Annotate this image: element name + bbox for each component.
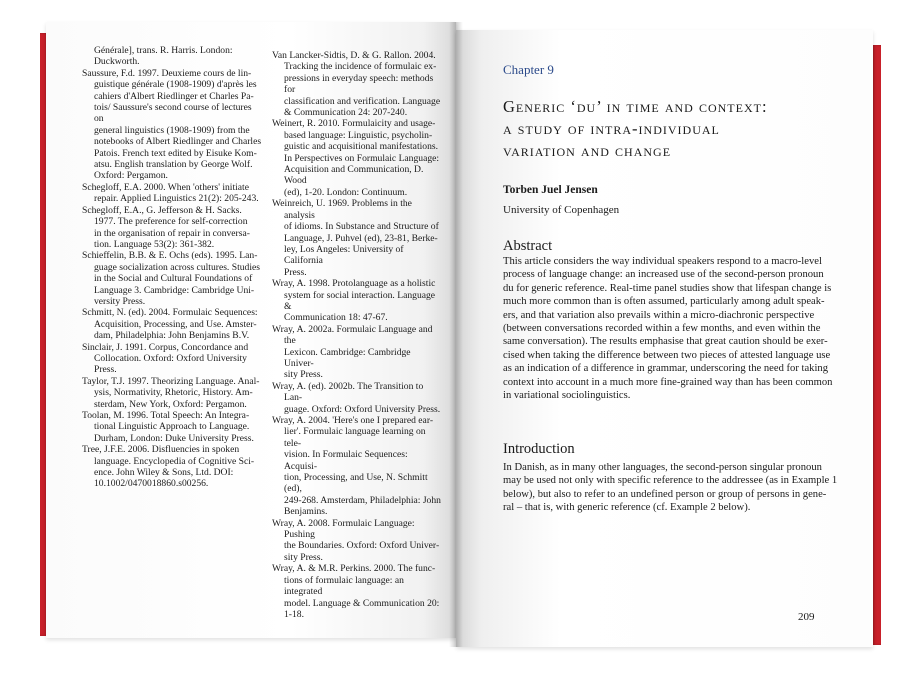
reference-line: Wray, A. (ed). 2002b. The Transition to Lan-: [272, 380, 424, 404]
reference-line: (ed), 1-20. London: Continuum.: [284, 186, 408, 198]
text-line: below), but also to refer to an undefined person or group of persons in gene-: [503, 488, 827, 500]
text-line: context into account in a much more fine-grained way than has been common: [503, 376, 833, 388]
reference-line: Press.: [284, 266, 307, 278]
reference-entry: [82, 410, 262, 444]
reference-line: Wray, A. 1998. Protolanguage as a holistic: [272, 278, 436, 290]
title-line: Generic ‘du’ in time and context:: [503, 97, 768, 116]
reference-line: vision. In Formulaic Sequences: Acquisi-: [284, 449, 408, 472]
reference-line: Wray, A. 2002a. Formulaic Language and the: [272, 323, 433, 347]
reference-line: Sinclair, J. 1991. Corpus, Concordance and: [82, 341, 249, 353]
reference-entry: [82, 307, 262, 341]
reference-line: sity Press.: [284, 369, 323, 381]
abstract-heading: Abstract: [503, 238, 553, 254]
reference-line: guage socialization across cultures. Studies: [94, 261, 260, 273]
reference-entry: [82, 45, 262, 68]
reference-line: Weinert, R. 2010. Formulaicity and usage-: [272, 118, 436, 130]
reference-line: Schmitt, N. (ed). 2004. Formulaic Sequences:: [82, 307, 258, 319]
introduction-heading: Introduction: [503, 441, 575, 457]
reference-line: tion. Language 53(2): 361-382.: [94, 238, 215, 250]
reference-line: pressions in everyday speech: methods for: [284, 72, 434, 96]
reference-entry: [272, 381, 442, 415]
references-column-right: [272, 50, 442, 620]
reference-line: general linguistics (1908-1909) from the: [94, 124, 250, 136]
reference-line: the Boundaries. Oxford: Oxford Univer-: [284, 540, 440, 552]
reference-line: lier'. Formulaic language learning on tele-: [284, 426, 426, 449]
reference-entry: [82, 250, 262, 307]
introduction-text: [503, 461, 838, 515]
text-line: process of language change: an increased use of the second-person pronoun: [503, 269, 824, 281]
reference-line: Wray, A. & M.R. Perkins. 2000. The func-: [272, 563, 436, 575]
right-page-edge: [872, 45, 881, 645]
reference-line: Oxford: Pergamon.: [94, 170, 168, 182]
references-column-left: [82, 45, 262, 490]
reference-line: Patois. French text edited by Eisuke Kom-: [94, 147, 257, 159]
reference-line: 10.1002/0470018860.s00256.: [94, 478, 209, 490]
reference-line: 1-18.: [284, 608, 304, 620]
reference-line: Duckworth.: [94, 56, 140, 68]
reference-line: Toolan, M. 1996. Total Speech: An Integra-: [82, 410, 250, 421]
reference-line: Schieffelin, B.B. & E. Ochs (eds). 1995. Lan-: [82, 250, 258, 262]
reference-line: versity Press.: [94, 295, 146, 307]
reference-entry: [272, 518, 442, 564]
title-line: variation and change: [503, 141, 672, 160]
reference-entry: [272, 563, 442, 620]
reference-line: of idioms. In Substance and Structure of: [284, 221, 439, 233]
reference-entry: [82, 376, 262, 410]
text-line: In Danish, as in many other languages, the second-person singular pronoun: [503, 462, 822, 473]
reference-entry: [82, 205, 262, 251]
reference-entry: [82, 342, 262, 376]
reference-line: guistic and acquisitional manifestations.: [284, 141, 439, 153]
reference-line: guage. Oxford: Oxford University Press.: [284, 403, 441, 415]
reference-line: Lexicon. Cambridge: Cambridge Univer-: [284, 346, 411, 369]
reference-line: Tree, J.F.E. 2006. Disfluencies in spoken: [82, 444, 240, 456]
reference-line: ysis, Normativity, Rhetoric, History. Am-: [94, 387, 253, 399]
reference-entry: [82, 182, 262, 205]
reference-line: based language: Linguistic, psycholin-: [284, 129, 433, 141]
reference-line: tions of formulaic language: an integrated: [284, 574, 404, 598]
text-line: as an indication of a difference in grammar, underscoring the need for taking: [503, 363, 829, 375]
reference-entry: [272, 415, 442, 518]
text-line: cised when taking the difference between two pieces of attested language use: [503, 349, 831, 361]
reference-line: Wray, A. 2008. Formulaic Language: Pushing: [272, 517, 415, 541]
reference-line: in the Social and Cultural Foundations of: [94, 273, 253, 285]
reference-line: Acquisition and Communication, D. Wood: [284, 164, 424, 187]
reference-entry: [272, 198, 442, 278]
reference-line: Weinreich, U. 1969. Problems in the analysis: [272, 198, 412, 221]
reference-line: repair. Applied Linguistics 21(2): 205-243.: [94, 193, 259, 205]
page-number: 209: [798, 611, 815, 623]
reference-line: Saussure, F.d. 1997. Deuxieme cours de lin-: [82, 67, 252, 79]
text-line: ral – that is, with generic reference (cf. Example 2 below).: [503, 502, 751, 514]
text-line: du for generic reference. Real-time panel studies show that lifespan change is: [503, 282, 832, 294]
reference-line: cahiers d'Albert Riedlinger et Charles Pa-: [94, 90, 254, 102]
reference-line: Générale], trans. R. Harris. London:: [94, 45, 233, 56]
reference-entry: [272, 278, 442, 324]
reference-line: language. Encyclopedia of Cognitive Sci-: [94, 455, 255, 467]
reference-line: dam, Philadelphia: John Benjamins B.V.: [94, 330, 250, 342]
reference-line: atsu. English translation by George Wolf.: [94, 159, 253, 171]
reference-line: & Communication 24: 207-240.: [284, 107, 408, 119]
text-line: in variational sociolinguistics.: [503, 390, 631, 402]
text-line: much more common than is often assumed, particularly among adult speak-: [503, 296, 825, 308]
reference-line: system for social interaction. Language &: [284, 289, 436, 312]
reference-line: Press.: [94, 364, 117, 376]
reference-line: In Perspectives on Formulaic Language:: [284, 152, 440, 164]
reference-line: Benjamins.: [284, 506, 328, 518]
reference-line: notebooks of Albert Riedlinger and Charles: [94, 136, 262, 148]
reference-line: ley, Los Angeles: University of California: [284, 243, 404, 267]
reference-line: ence. John Wiley & Sons, Ltd. DOI:: [94, 467, 234, 479]
reference-line: tois/ Saussure's second course of lectures on: [94, 102, 252, 125]
reference-line: guistique générale (1908-1909) d'après les: [94, 79, 257, 91]
reference-line: Language 3. Cambridge: Cambridge Uni-: [94, 284, 255, 296]
chapter-label: Chapter 9: [503, 62, 554, 77]
reference-line: Schegloff, E.A., G. Jefferson & H. Sacks.: [82, 204, 242, 216]
text-line: may be used not only with specific reference to the addressee (as in Example 1: [503, 475, 838, 487]
book-gutter: [449, 22, 463, 647]
abstract-text: [503, 255, 838, 402]
reference-line: Taylor, T.J. 1997. Theorizing Language. Anal-: [82, 375, 260, 387]
chapter-title: [503, 96, 823, 162]
reference-line: tion, Processing, and Use, N. Schmitt (ed),: [284, 472, 428, 495]
reference-line: Van Lancker-Sidtis, D. & G. Rallon. 2004.: [272, 50, 436, 61]
text-line: (between conversations recorded within a few months, and even within the: [503, 323, 821, 335]
reference-line: Wray, A. 2004. 'Here's one I prepared ear-: [272, 415, 434, 426]
reference-line: classification and verification. Language: [284, 95, 441, 107]
reference-line: 249-268. Amsterdam, Philadelphia: John: [284, 494, 441, 506]
reference-entry: [272, 324, 442, 381]
reference-line: tional Linguistic Approach to Language.: [94, 421, 250, 433]
title-line: a study of intra-individual: [503, 119, 720, 138]
reference-line: Collocation. Oxford: Oxford University: [94, 352, 247, 364]
reference-line: Durham, London: Duke University Press.: [94, 432, 254, 444]
reference-entry: [82, 68, 262, 182]
author-name: Torben Juel Jensen: [503, 184, 598, 196]
reference-entry: [272, 118, 442, 198]
text-line: ers, and that variation also prevails within a micro-diachronic perspective: [503, 309, 815, 321]
reference-entry: [272, 50, 442, 118]
reference-line: 1977. The preference for self-correction: [94, 216, 248, 228]
reference-line: Language, J. Puhvel (ed), 23-81, Berke-: [284, 232, 438, 244]
text-line: same conversation). The results emphasise that great caution should be exer-: [503, 336, 828, 348]
reference-line: Acquisition, Processing, and Use. Amster-: [94, 318, 257, 330]
author-affiliation: University of Copenhagen: [503, 204, 620, 216]
reference-line: Communication 18: 47-67.: [284, 312, 388, 324]
text-line: This article considers the way individual speakers respond to a macro-level: [503, 256, 822, 267]
reference-entry: [82, 444, 262, 490]
reference-line: model. Language & Communication 20:: [284, 597, 440, 609]
reference-line: sterdam, New York, Oxford: Pergamon.: [94, 398, 247, 410]
reference-line: Tracking the incidence of formulaic ex-: [284, 61, 437, 73]
reference-line: Schegloff, E.A. 2000. When 'others' initiate: [82, 181, 249, 193]
reference-line: in the organisation of repair in conversa-: [94, 227, 250, 239]
reference-line: sity Press.: [284, 551, 323, 563]
